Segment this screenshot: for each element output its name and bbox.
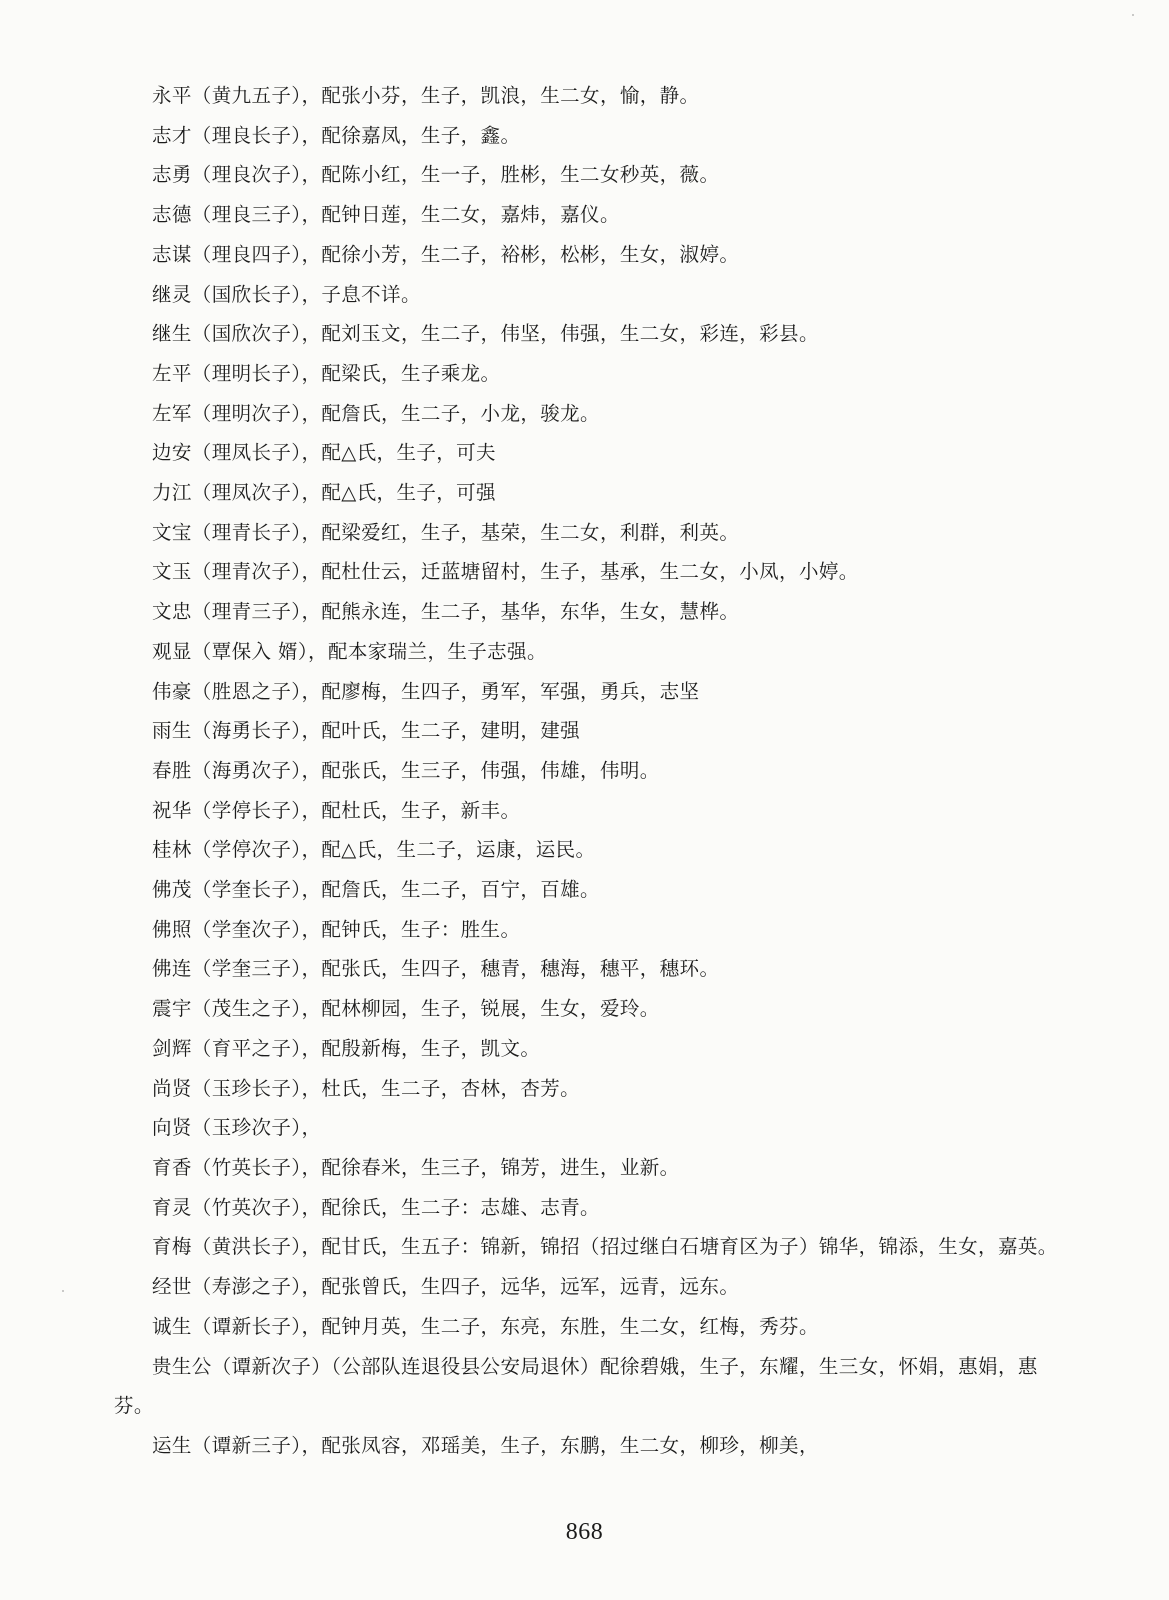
genealogy-entry: 文玉（理青次子），配杜仕云，迁蓝塘留村，生子，基承，生二女，小凤，小婷。 [152, 560, 859, 584]
genealogy-entry: 志勇（理良次子），配陈小红，生一子，胜彬，生二女秒英，薇。 [152, 163, 720, 187]
genealogy-entry: 观显（覃保入 婿），配本家瑞兰，生子志强。 [152, 639, 547, 663]
genealogy-entry: 志才（理良长子），配徐嘉凤，生子，鑫。 [152, 123, 521, 147]
genealogy-entry: 运生（谭新三子），配张凤容，邓瑶美，生子，东鹏，生二女，柳珍，柳美， [152, 1433, 819, 1457]
genealogy-entry: 继灵（国欣长子），子息不详。 [152, 282, 421, 306]
genealogy-entry: 春胜（海勇次子），配张氏，生三子，伟强，伟雄，伟明。 [152, 758, 660, 782]
genealogy-entry: 震宇（茂生之子），配林柳园，生子，锐展，生女，爱玲。 [152, 997, 660, 1021]
genealogy-entry: 佛茂（学奎长子），配詹氏，生二子，百宁，百雄。 [152, 878, 600, 902]
genealogy-entry: 志德（理良三子），配钟日莲，生二女，嘉炜，嘉仪。 [152, 203, 620, 227]
genealogy-entry: 诚生（谭新长子），配钟月英，生二子，东亮，东胜，生二女，红梅，秀芬。 [152, 1314, 819, 1338]
genealogy-entry: 桂林（学停次子），配△氏，生二子，运康，运民。 [152, 838, 596, 862]
genealogy-entry: 贵生公（谭新次子）（公部队连退役县公安局退休）配徐碧娥，生子，东耀，生三女，怀娟，惠娟，惠芬。 [114, 1354, 1038, 1418]
genealogy-entry: 育梅（黄洪长子），配甘氏，生五子：锦新，锦招（招过继白石塘育区为子）锦华，锦添，生女，嘉英。 [152, 1235, 1058, 1259]
genealogy-entry: 佛照（学奎次子），配钟氏，生子：胜生。 [152, 917, 521, 941]
genealogy-entry: 左平（理明长子），配梁氏，生子乘龙。 [152, 361, 501, 385]
genealogy-entry: 文忠（理青三子），配熊永连，生二子，基华，东华，生女，慧桦。 [152, 600, 740, 624]
genealogy-entry: 尚贤（玉珍长子），杜氏，生二子，杏林，杏芳。 [152, 1076, 581, 1100]
scan-speck [1132, 14, 1134, 16]
genealogy-entry: 志谋（理良四子），配徐小芳，生二子，裕彬，松彬，生女，淑婷。 [152, 242, 740, 266]
genealogy-entry: 雨生（海勇长子），配叶氏，生二子，建明，建强 [152, 719, 581, 743]
genealogy-entry: 永平（黄九五子），配张小芬，生子，凯浪，生二女，愉，静。 [152, 84, 700, 107]
genealogy-entry: 继生（国欣次子），配刘玉文，生二子，伟坚，伟强，生二女，彩连，彩县。 [152, 322, 819, 346]
genealogy-entry: 剑辉（育平之子），配殷新梅，生子，凯文。 [152, 1036, 541, 1060]
genealogy-entry: 文宝（理青长子），配梁爱红，生子，基荣，生二女，利群，利英。 [152, 520, 740, 544]
genealogy-entry: 佛连（学奎三子），配张氏，生四子，穗青，穗海，穗平，穗环。 [152, 957, 720, 981]
genealogy-entry: 经世（寿澎之子），配张曾氏，生四子，远华，远军，远青，远东。 [152, 1275, 740, 1299]
page-number: 868 [565, 1519, 604, 1545]
scan-speck [62, 1290, 64, 1292]
genealogy-entry: 祝华（学停长子），配杜氏，生子，新丰。 [152, 798, 521, 822]
genealogy-entry: 育香（竹英长子），配徐春米，生三子，锦芳，进生，业新。 [152, 1155, 680, 1179]
genealogy-entries [114, 76, 1058, 1466]
genealogy-entry: 力江（理凤次子），配△氏，生子，可强 [152, 481, 496, 505]
genealogy-entry: 边安（理凤长子），配△氏，生子，可夫 [152, 441, 496, 465]
genealogy-entry: 左军（理明次子），配詹氏，生二子，小龙，骏龙。 [152, 401, 600, 425]
genealogy-entry: 育灵（竹英次子），配徐氏，生二子：志雄、志青。 [152, 1195, 600, 1219]
genealogy-entry: 伟豪（胜恩之子），配廖梅，生四子，勇军，军强，勇兵，志坚 [152, 679, 700, 703]
genealogy-entry: 向贤（玉珍次子）， [152, 1116, 322, 1140]
